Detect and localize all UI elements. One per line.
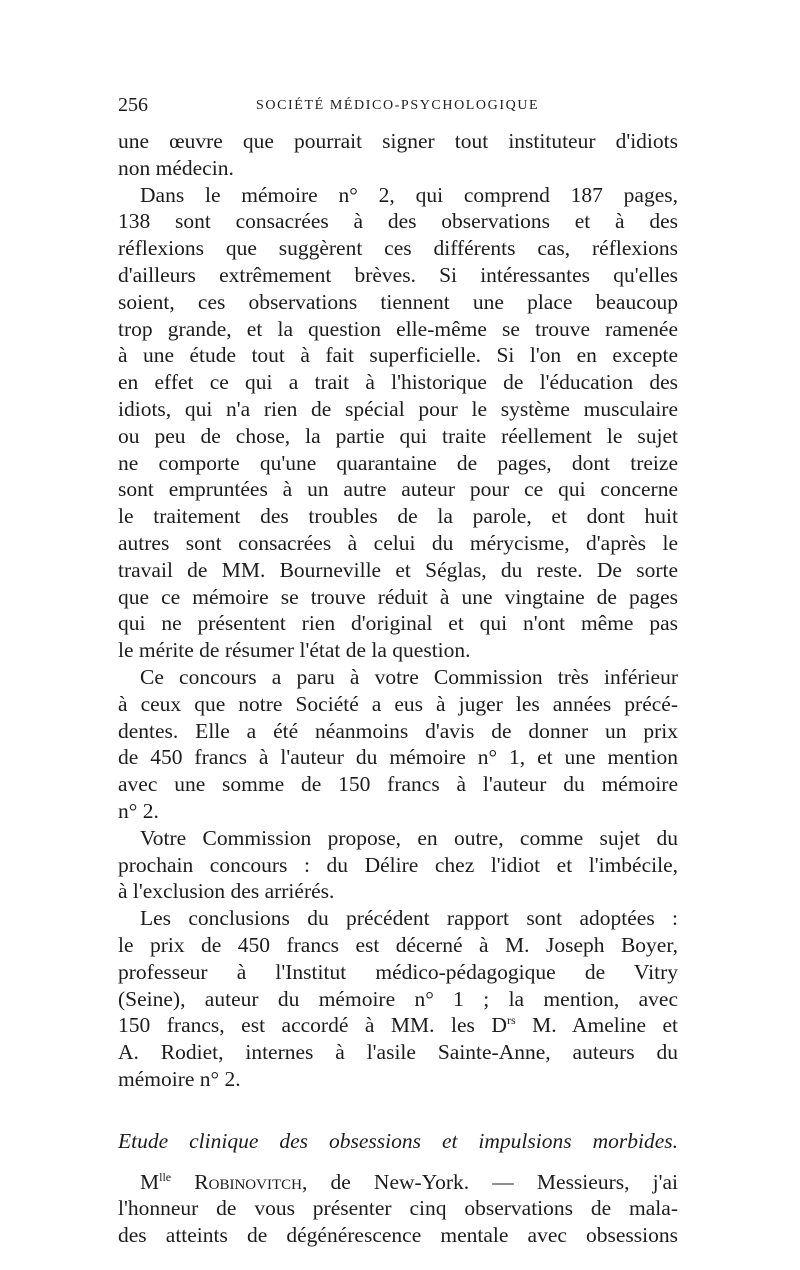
paragraph-4 [118,825,678,905]
text-line: trop grande, et la question elle-même se trouve ramenée [118,316,678,341]
page-number: 256 [118,94,148,116]
text-line: que ce mémoire se trouve réduit à une vingtaine de pages [118,584,678,609]
text-line: mémoire n° 2. [118,1066,241,1091]
text-line: soient, ces observations tiennent une place beaucoup [118,289,678,314]
text-line: l'honneur de vous présenter cinq observations de mala- [118,1196,678,1221]
text-line: Ce concours a paru à votre Commission très inférieur [140,664,678,689]
text-line: travail de MM. Bourneville et Séglas, du reste. De sorte [118,557,678,582]
speaker-name: Robinovitch [171,1169,302,1194]
text-line: Les conclusions du précédent rapport sont adoptées : [140,906,678,931]
text-line: autres sont consacrées à celui du mérycisme, d'après le [118,530,678,555]
text-line: une œuvre que pourrait signer tout instituteur d'idiots [118,129,678,153]
paragraph-1 [118,128,678,182]
text-segment: M. Ameline et [515,1013,679,1038]
section [118,1127,678,1249]
text-line: dentes. Elle a été néanmoins d'avis de donner un prix [118,718,678,743]
speaker-prefix: M [140,1169,160,1194]
text-line: sont empruntées à un autre auteur pour ce qui concerne [118,477,678,502]
section-title: Etude clinique des obsessions et impulsions morbides. [118,1128,678,1153]
paragraph-2 [118,182,678,664]
paragraph-5 [118,905,678,1093]
text-line [118,1012,678,1039]
text-line: le prix de 450 francs est décerné à M. Joseph Boyer, [118,932,678,957]
running-head [118,90,678,120]
text-line: professeur à l'Institut médico-pédagogique de Vitry [118,959,678,984]
superscript: rs [506,1013,516,1028]
text-line: A. Rodiet, internes à l'asile Sainte-Anne, auteurs du [118,1040,678,1065]
text-line: ne comporte qu'une quarantaine de pages, dont treize [118,450,678,475]
text-line: (Seine), auteur du mémoire n° 1 ; la mention, avec [118,986,678,1011]
text-line: Votre Commission propose, en outre, comme sujet du [140,825,678,850]
text-line: à l'exclusion des arriérés. [118,879,335,904]
text-line: ou peu de chose, la partie qui traite réellement le sujet [118,423,678,448]
text-line: le traitement des troubles de la parole, et dont huit [118,504,678,529]
text-line: non médecin. [118,155,234,180]
text-line: à ceux que notre Société a eus à juger les années précé- [118,691,678,716]
text-line: des atteints de dégénérescence mentale avec obsessions [118,1223,678,1248]
text-line: n° 2. [118,798,159,823]
text-line: en effet ce qui a trait à l'historique de l'éducation des [118,370,678,395]
text-line: prochain concours : du Délire chez l'idiot et l'imbécile, [118,852,678,877]
text-line: le mérite de résumer l'état de la question. [118,638,471,663]
text-segment: 150 francs, est accordé à MM. les D [118,1013,507,1038]
text-segment: , de New-York. — Messieurs, j'ai [301,1169,678,1194]
text-line: avec une somme de 150 francs à l'auteur du mémoire [118,772,678,797]
text-line: Dans le mémoire n° 2, qui comprend 187 pages, [140,182,678,207]
text-line: 138 sont consacrées à des observations et à des [118,209,678,234]
superscript: lle [159,1169,172,1184]
text-line: qui ne présentent rien d'original et qui n'ont même pas [118,611,678,636]
text-line: de 450 francs à l'auteur du mémoire n° 1, et une mention [118,745,678,770]
text-line: idiots, qui n'a rien de spécial pour le système musculaire [118,396,678,421]
text-line: à une étude tout à fait superficielle. Si l'on en excepte [118,343,678,368]
paragraph-3 [118,664,678,825]
speaker-line [118,1169,678,1196]
book-page [118,90,678,1249]
text-line: réflexions que suggèrent ces différents cas, réflexions [118,236,678,261]
text-line: d'ailleurs extrêmement brèves. Si intéressantes qu'elles [118,262,678,287]
running-title: SOCIÉTÉ MÉDICO-PSYCHOLOGIQUE [256,98,540,113]
